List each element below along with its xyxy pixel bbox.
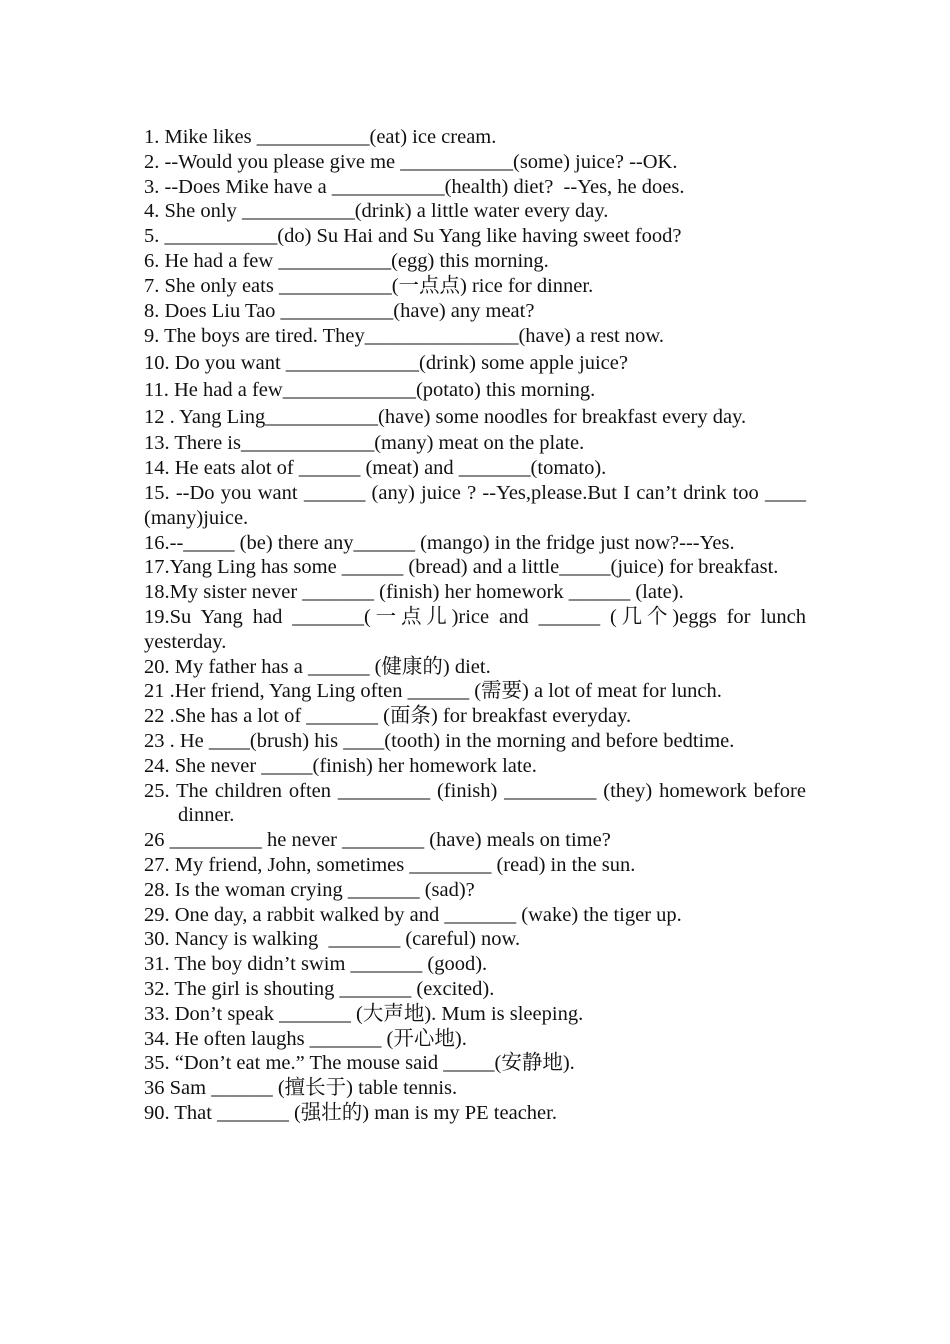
- exercise-item-27: 27. My friend, John, sometimes ________ (read) in the sun.: [144, 853, 636, 876]
- exercise-item-6: 6. He had a few ___________(egg) this morning.: [144, 249, 549, 272]
- exercise-item-20: 20. My father has a ______ (健康的) diet.: [144, 655, 491, 678]
- exercise-item-18: 18.My sister never _______ (finish) her homework ______ (late).: [144, 581, 684, 604]
- exercise-item-4: 4. She only ___________(drink) a little water every day.: [144, 200, 609, 223]
- exercise-item-9: 9. The boys are tired. They_______________(have) a rest now.: [144, 325, 664, 348]
- exercise-item-25: 25. The children often _________ (finish) _________ (they) homework before dinner.: [144, 779, 812, 827]
- exercise-item-15: 15. --Do you want ______ (any) juice ? --Yes,please.But I can’t drink too ____ (many)juice.: [144, 481, 812, 529]
- exercise-item-13: 13. There is_____________(many) meat on the plate.: [144, 432, 585, 455]
- exercise-item-36: 36 Sam ______ (擅长于) table tennis.: [144, 1077, 458, 1100]
- exercise-item-21: 21 .Her friend, Yang Ling often ______ (需要) a lot of meat for lunch.: [144, 680, 722, 703]
- exercise-item-31: 31. The boy didn’t swim _______ (good).: [144, 953, 488, 976]
- exercise-item-17: 17.Yang Ling has some ______ (bread) and a little_____(juice) for breakfast.: [144, 556, 779, 579]
- exercise-item-10: 10. Do you want _____________(drink) some apple juice?: [144, 352, 628, 375]
- exercise-item-33: 33. Don’t speak _______ (大声地). Mum is sleeping.: [144, 1002, 584, 1025]
- exercise-item-28: 28. Is the woman crying _______ (sad)?: [144, 878, 475, 901]
- exercise-item-12: 12 . Yang Ling___________(have) some noodles for breakfast every day.: [144, 406, 747, 429]
- exercise-item-24: 24. She never _____(finish) her homework late.: [144, 754, 537, 777]
- exercise-item-23: 23 . He ____(brush) his ____(tooth) in the morning and before bedtime.: [144, 729, 735, 752]
- exercise-item-7: 7. She only eats ___________(一点点) rice for dinner.: [144, 274, 594, 297]
- exercise-item-14: 14. He eats alot of ______ (meat) and _______(tomato).: [144, 457, 607, 480]
- exercise-item-19: 19.Su Yang had _______(一点儿)rice and ______ (几个)eggs for lunch yesterday.: [144, 605, 812, 653]
- exercise-item-22: 22 .She has a lot of _______ (面条) for breakfast everyday.: [144, 705, 632, 728]
- exercise-item-30: 30. Nancy is walking _______ (careful) now.: [144, 928, 521, 951]
- exercise-item-29: 29. One day, a rabbit walked by and _______ (wake) the tiger up.: [144, 903, 682, 926]
- worksheet-exercise-list: [144, 125, 812, 1126]
- exercise-item-1: 1. Mike likes ___________(eat) ice cream.: [144, 126, 497, 148]
- exercise-item-8: 8. Does Liu Tao ___________(have) any meat?: [144, 299, 535, 322]
- exercise-item-35: 35. “Don’t eat me.” The mouse said _____(安静地).: [144, 1052, 575, 1075]
- exercise-item-16: 16.--_____ (be) there any______ (mango) in the fridge just now?---Yes.: [144, 531, 735, 554]
- exercise-item-5: 5. ___________(do) Su Hai and Su Yang like having sweet food?: [144, 225, 682, 248]
- exercise-item-26: 26 _________ he never ________ (have) meals on time?: [144, 829, 611, 852]
- exercise-item-3: 3. --Does Mike have a ___________(health) diet? --Yes, he does.: [144, 175, 685, 198]
- exercise-item-11: 11. He had a few_____________(potato) this morning.: [144, 379, 596, 402]
- exercise-item-32: 32. The girl is shouting _______ (excited).: [144, 977, 495, 1000]
- exercise-item-2: 2. --Would you please give me ___________(some) juice? --OK.: [144, 150, 678, 173]
- exercise-item-90: 90. That _______ (强壮的) man is my PE teacher.: [144, 1101, 557, 1124]
- exercise-item-34: 34. He often laughs _______ (开心地).: [144, 1027, 467, 1050]
